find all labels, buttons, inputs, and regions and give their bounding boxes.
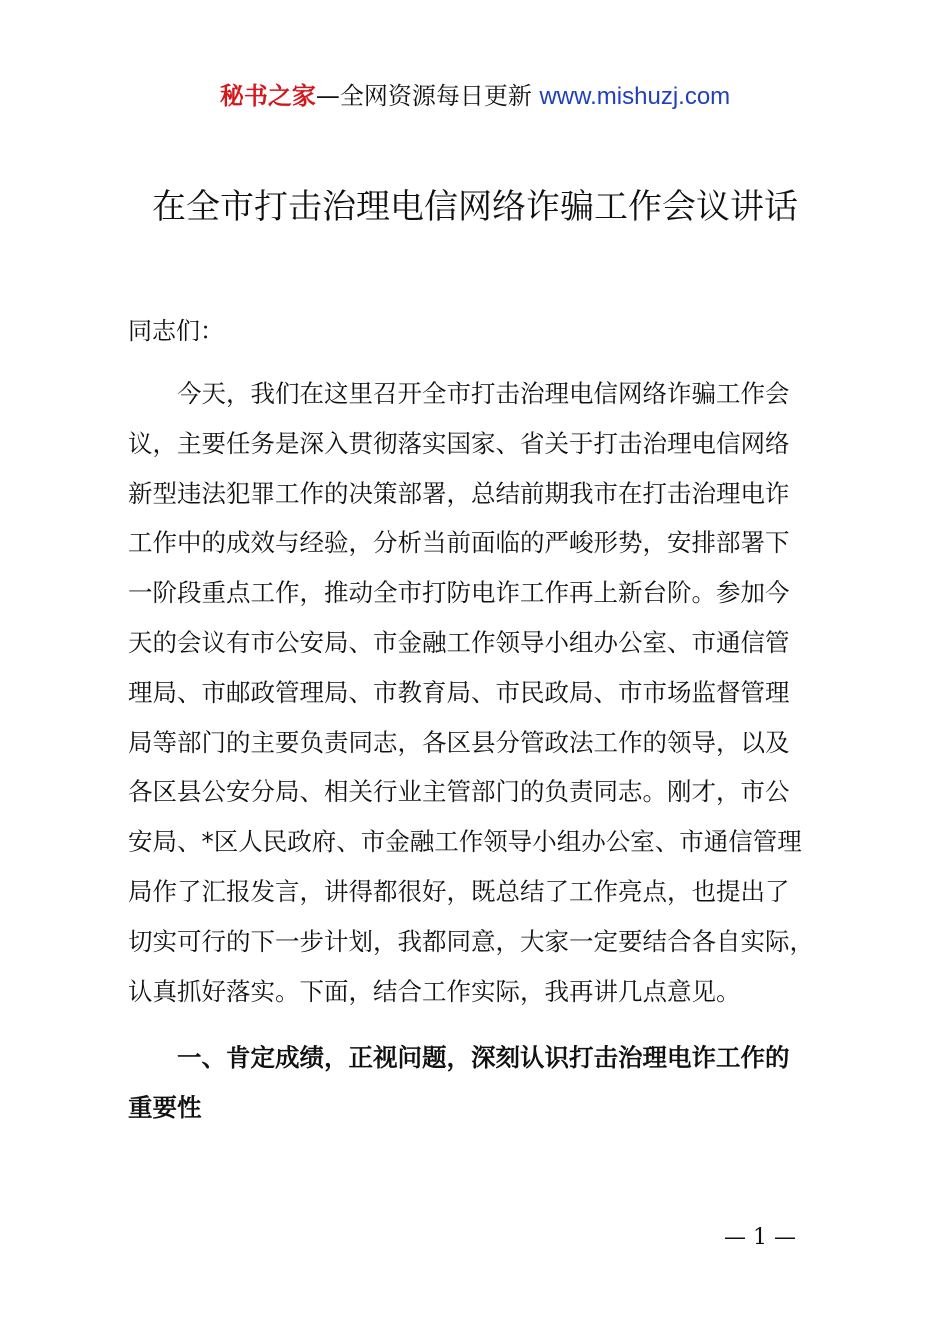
banner-tagline: —全网资源每日更新 <box>315 82 540 110</box>
paragraph-line: 切实可行的下一步计划，我都同意，大家一定要结合各自实际， <box>128 926 814 956</box>
section-heading-line: 重要性 <box>128 1092 202 1122</box>
paragraph-line: 议，主要任务是深入贯彻落实国家、省关于打击治理电信网络 <box>128 428 790 458</box>
paragraph-line: 局作了汇报发言，讲得都很好，既总结了工作亮点，也提出了 <box>128 876 790 906</box>
brand-name: 秘书之家 <box>219 82 316 110</box>
paragraph-line: 今天，我们在这里召开全市打击治理电信网络诈骗工作会 <box>177 379 790 408</box>
site-url-link[interactable]: www.mishuzj.com <box>539 83 731 110</box>
paragraph-line: 一阶段重点工作，推动全市打防电诈工作再上新台阶。参加今 <box>128 578 790 608</box>
page-number: — 1 — <box>724 1225 796 1250</box>
paragraph-line: 认真抓好落实。下面，结合工作实际，我再讲几点意见。 <box>128 976 741 1006</box>
paragraph-line: 天的会议有市公安局、市金融工作领导小组办公室、市通信管 <box>128 627 790 657</box>
opening-paragraph <box>128 374 848 1021</box>
paragraph-line: 局等部门的主要负责同志，各区县分管政法工作的领导，以及 <box>128 727 790 757</box>
paragraph-line: 各区县公安分局、相关行业主管部门的负责同志。刚才，市公 <box>128 777 790 807</box>
section-heading-line: 一、肯定成绩，正视问题，深刻认识打击治理电诈工作的 <box>177 1043 790 1072</box>
document-title: 在全市打击治理电信网络诈骗工作会议讲话 <box>152 187 798 227</box>
section-heading <box>128 1038 848 1138</box>
site-banner <box>0 79 950 114</box>
salutation: 同志们： <box>128 317 224 345</box>
paragraph-line: 理局、市邮政管理局、市教育局、市民政局、市市场监督管理 <box>128 677 790 707</box>
paragraph-line: 新型违法犯罪工作的决策部署，总结前期我市在打击治理电诈 <box>128 478 790 508</box>
paragraph-line: 安局、*区人民政府、市金融工作领导小组办公室、市通信管理 <box>128 827 802 857</box>
paragraph-line: 工作中的成效与经验，分析当前面临的严峻形势，安排部署下 <box>128 528 790 558</box>
